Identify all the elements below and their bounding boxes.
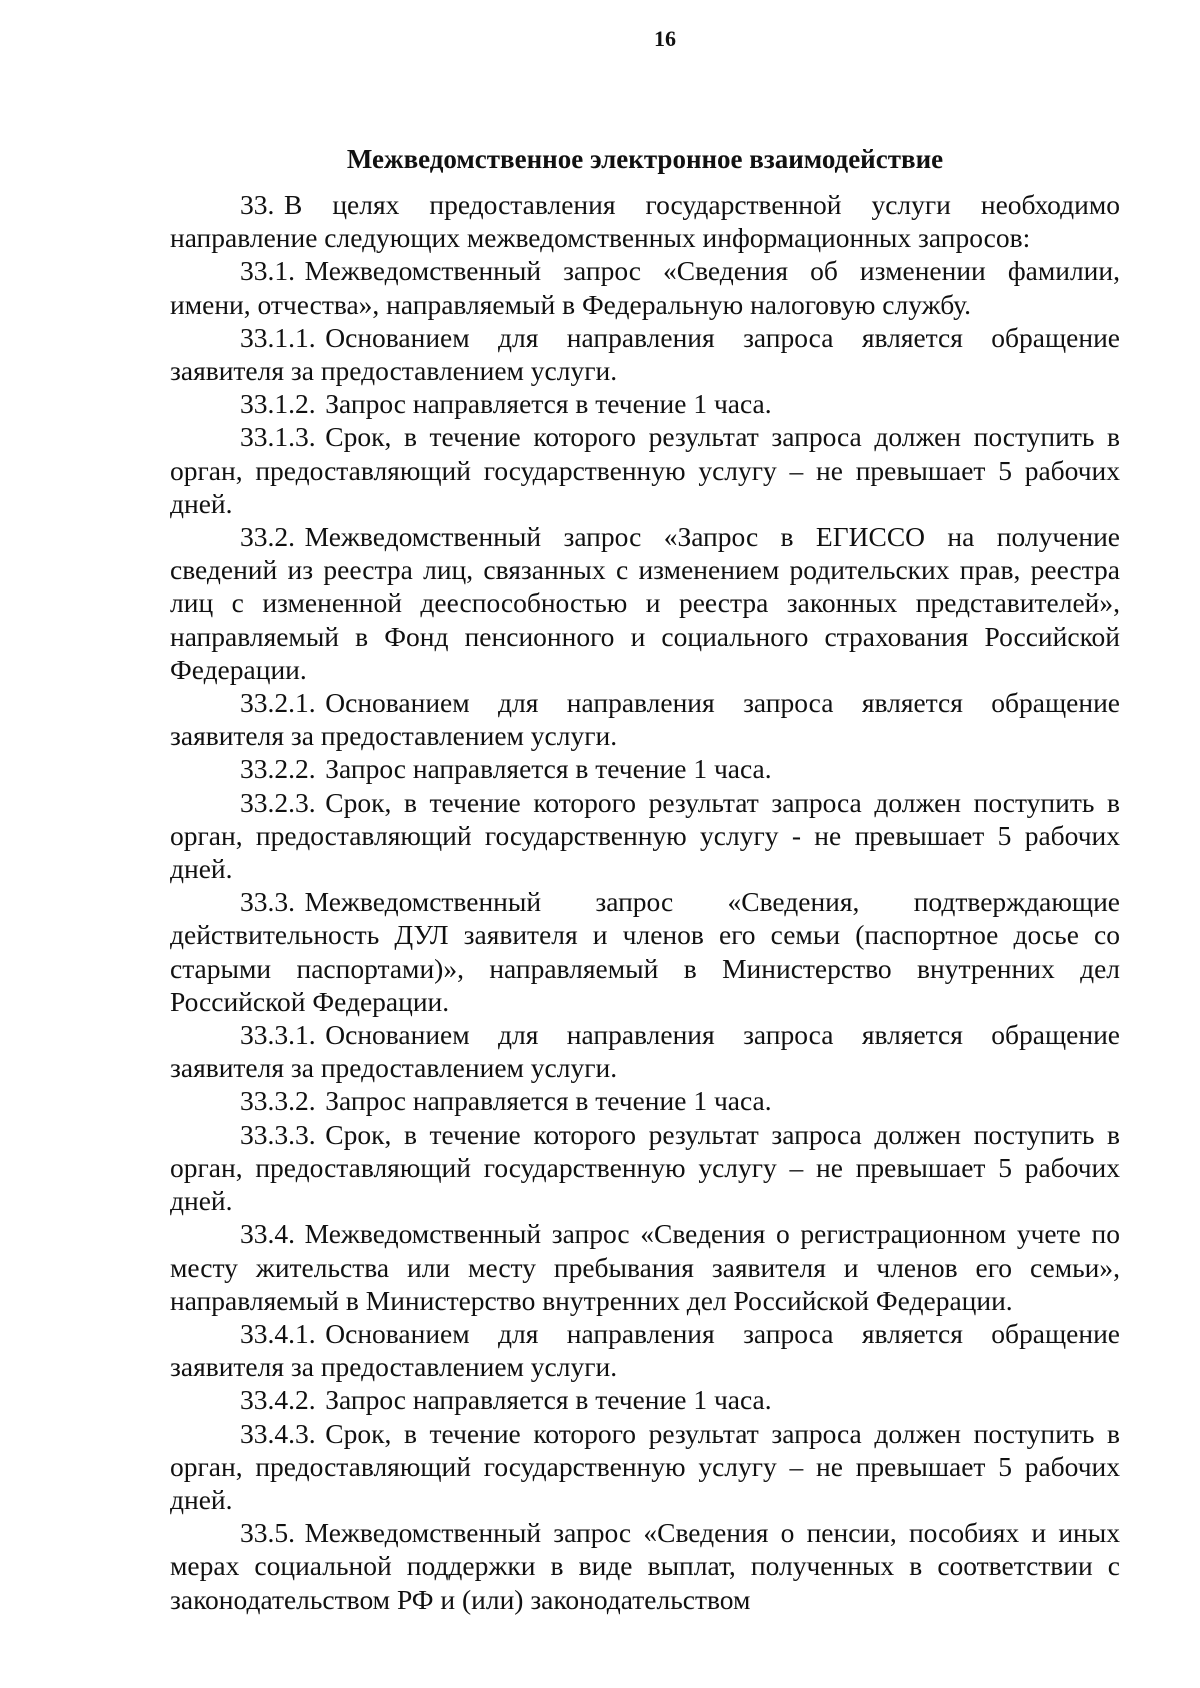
paragraph-33-4-3 <box>170 1417 1120 1517</box>
paragraph-number: 33.1.2. <box>240 388 316 420</box>
paragraph-number: 33.3. <box>240 886 295 918</box>
paragraph-33-4 <box>170 1217 1120 1317</box>
paragraph-number: 33.5. <box>240 1517 295 1549</box>
paragraph-text: Срок, в течение которого результат запроса должен поступить в орган, предоставляющий государственную услугу - не превышает 5 рабочих дней. <box>170 786 1120 885</box>
paragraph-text: Срок, в течение которого результат запроса должен поступить в орган, предоставляющий государственную услугу – не превышает 5 рабочих дней. <box>170 1417 1120 1515</box>
paragraph-33-1-2 <box>170 387 1120 420</box>
paragraph-number: 33.2.3. <box>240 786 316 818</box>
document-body <box>170 188 1120 1616</box>
paragraph-number: 33.2.1. <box>240 687 316 719</box>
paragraph-33-2-1 <box>170 686 1120 752</box>
paragraph-number: 33.4. <box>240 1218 295 1250</box>
paragraph-number: 33.1.3. <box>240 421 316 453</box>
paragraph-number: 33.4.2. <box>240 1384 316 1416</box>
paragraph-number: 33.3.2. <box>240 1085 316 1117</box>
paragraph-text: Межведомственный запрос «Сведения об изменении фамилии, имени, отчества», направляемый в Федеральную налоговую службу. <box>170 255 1120 320</box>
paragraph-number: 33.2. <box>240 521 295 553</box>
paragraph-text: Основанием для направления запроса является обращение заявителя за предоставлением услуги. <box>170 1019 1120 1084</box>
paragraph-text: Срок, в течение которого результат запроса должен поступить в орган, предоставляющий государственную услугу – не превышает 5 рабочих дней. <box>170 421 1120 519</box>
paragraph-text: Основанием для направления запроса является обращение заявителя за предоставлением услуги. <box>170 321 1120 387</box>
paragraph-text: В целях предоставления государственной услуги необходимо направление следующих межведомственных информационных запросов: <box>170 189 1120 254</box>
paragraph-33-1-1 <box>170 321 1120 387</box>
paragraph-text: Межведомственный запрос «Сведения о регистрационном учете по месту жительства или месту пребывания заявителя и членов его семьи», направляемый в Министерство внутренних дел Российской Федерации. <box>170 1218 1120 1316</box>
section-heading: Межведомственное электронное взаимодействие <box>346 144 944 174</box>
paragraph-33-1-3 <box>170 420 1120 520</box>
paragraph-33-4-2 <box>170 1383 1120 1416</box>
paragraph-number: 33. <box>240 189 275 220</box>
paragraph-text: Межведомственный запрос «Запрос в ЕГИССО на получение сведений из реестра лиц, связанных с изменением родительских прав, реестра лиц с измененной дееспособностью и реестра законных представителей», направляемый в Фонд пенсионного и социального страхования Российской Федерации. <box>170 521 1120 685</box>
paragraph-33-5 <box>170 1516 1120 1616</box>
page-number: 16 <box>654 26 676 51</box>
paragraph-number: 33.4.3. <box>240 1417 316 1449</box>
paragraph-text: Срок, в течение которого результат запроса должен поступить в орган, предоставляющий государственную услугу – не превышает 5 рабочих дней. <box>170 1118 1120 1217</box>
paragraph-number: 33.3.1. <box>240 1019 316 1051</box>
paragraph-text: Запрос направляется в течение 1 часа. <box>325 388 772 420</box>
paragraph-number: 33.4.1. <box>240 1317 316 1349</box>
paragraph-text: Запрос направляется в течение 1 часа. <box>325 1085 772 1117</box>
paragraph-text: Запрос направляется в течение 1 часа. <box>325 1384 772 1416</box>
paragraph-33-2-2 <box>170 752 1120 785</box>
document-page <box>170 0 1120 1688</box>
paragraph-text: Межведомственный запрос «Сведения о пенсии, пособиях и иных мерах социальной поддержки в виде выплат, полученных в соответствии с законодательством РФ и (или) законодательством <box>170 1517 1120 1615</box>
paragraph-33-3-2 <box>170 1084 1120 1117</box>
paragraph-33-4-1 <box>170 1317 1120 1383</box>
paragraph-text: Запрос направляется в течение 1 часа. <box>325 753 772 785</box>
paragraph-number: 33.1. <box>240 255 295 287</box>
paragraph-33-2-3 <box>170 786 1120 886</box>
paragraph-number: 33.1.1. <box>240 321 316 353</box>
paragraph-text: Основанием для направления запроса является обращение заявителя за предоставлением услуги. <box>170 687 1120 752</box>
paragraph-33-3 <box>170 885 1120 1018</box>
paragraph-33-3-1 <box>170 1018 1120 1084</box>
paragraph-33-3-3 <box>170 1118 1120 1218</box>
paragraph-number: 33.2.2. <box>240 753 316 785</box>
paragraph-33-1 <box>170 254 1120 320</box>
paragraph-text: Межведомственный запрос «Сведения, подтверждающие действительность ДУЛ заявителя и членов его семьи (паспортное досье со старыми паспортами)», направляемый в Министерство внутренних дел Российской Федерации. <box>170 886 1120 1017</box>
paragraph-33-2 <box>170 520 1120 686</box>
paragraph-number: 33.3.3. <box>240 1118 316 1150</box>
paragraph-text: Основанием для направления запроса является обращение заявителя за предоставлением услуги. <box>170 1317 1120 1383</box>
paragraph-33 <box>170 188 1120 254</box>
